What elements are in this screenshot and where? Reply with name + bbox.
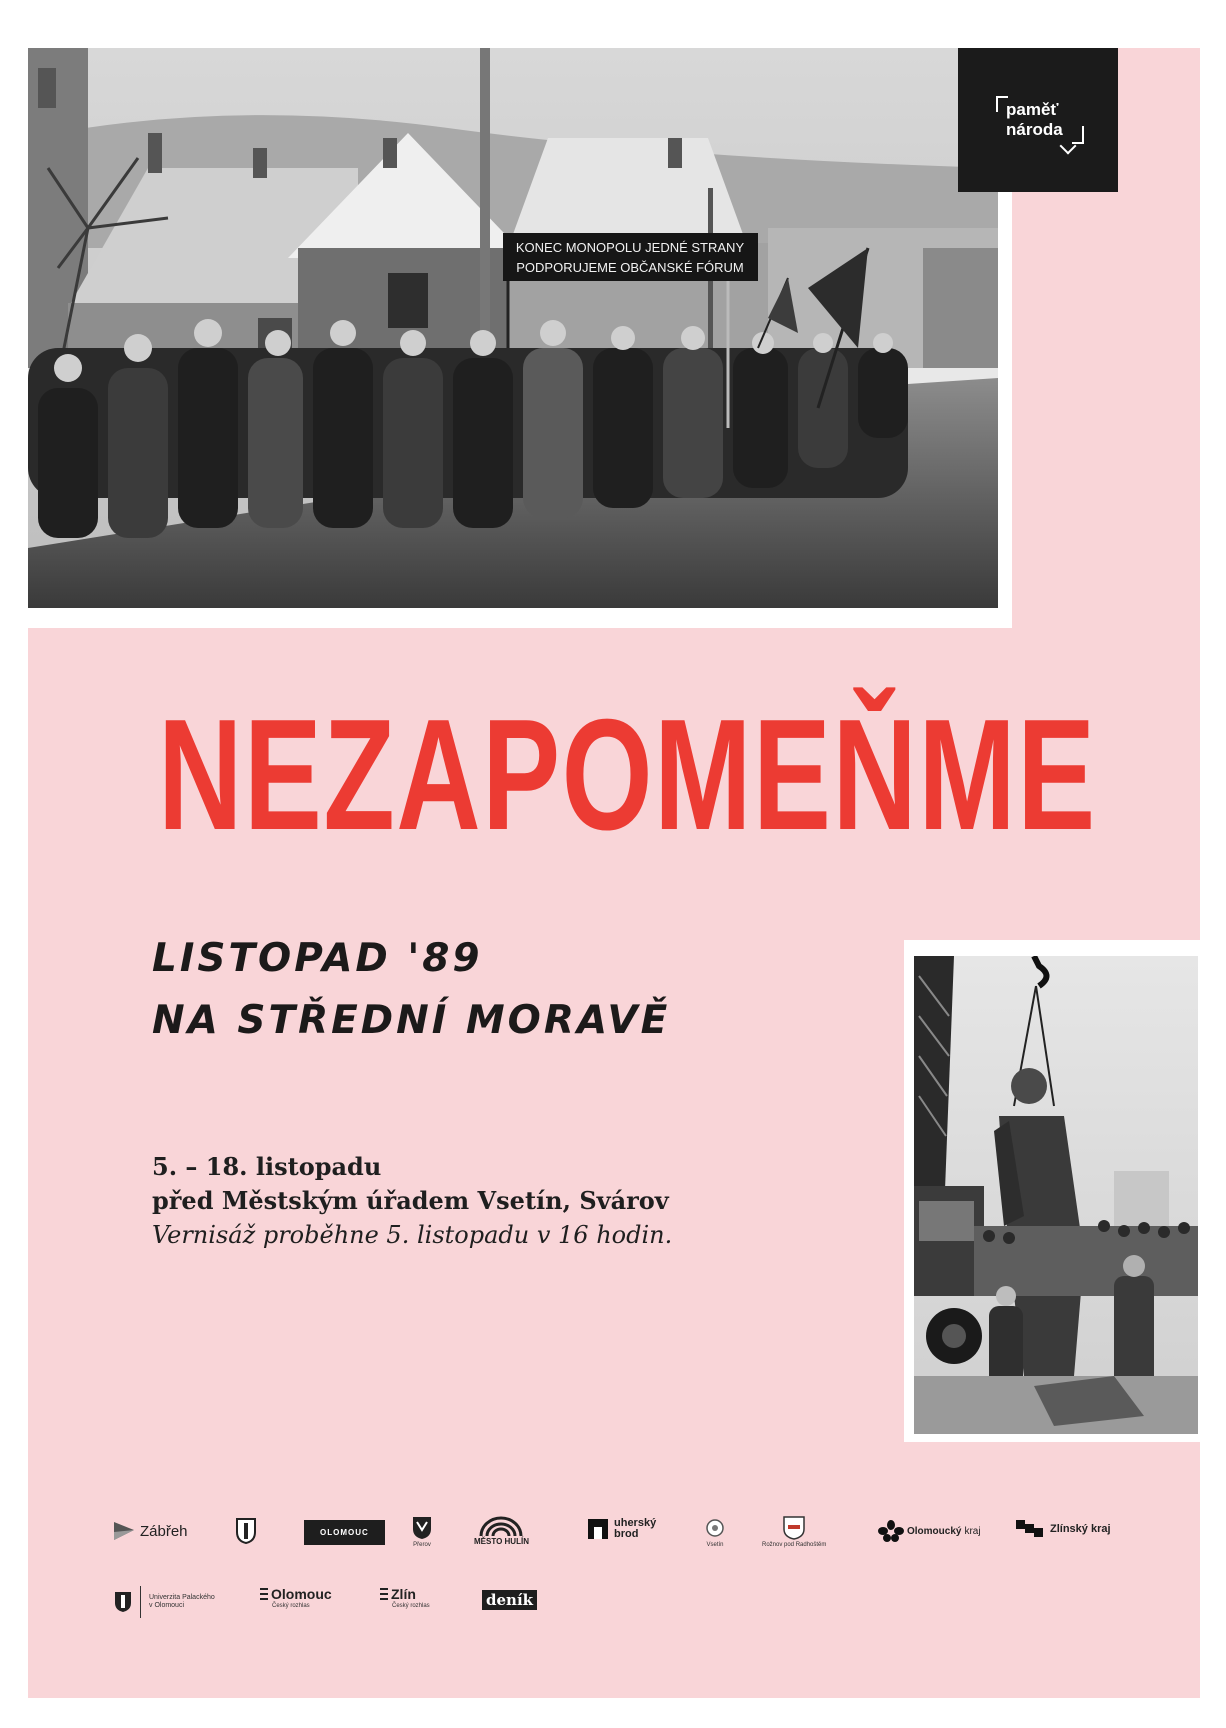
event-dates: 5. – 18. listopadu: [152, 1152, 382, 1181]
event-place: před Městským úřadem Vsetín, Svárov: [152, 1186, 669, 1215]
sponsor-cro-zlin-label: Zlín: [391, 1586, 416, 1602]
sponsor-upol-label: Univerzita Palackého v Olomouci: [149, 1594, 215, 1609]
sponsor-roznov[interactable]: [762, 1516, 826, 1549]
event-info: [152, 1150, 852, 1252]
roznov-crest-icon: [783, 1516, 805, 1540]
upol-crest-icon: [114, 1591, 132, 1613]
sponsor-roznov-label: Rožnov pod Radhoštěm: [762, 1542, 827, 1548]
pamet-naroda-logo[interactable]: [958, 48, 1118, 192]
sponsor-zlinsky-kraj-label: Zlínský kraj: [1050, 1523, 1111, 1535]
sponsor-cro-olomouc[interactable]: [260, 1586, 332, 1610]
sponsor-vsetin-label: Vsetín: [706, 1542, 724, 1548]
sponsor-prerov[interactable]: [412, 1516, 432, 1549]
vsetin-crest-icon: [706, 1516, 724, 1540]
sponsor-denik[interactable]: [482, 1590, 537, 1610]
sponsor-cro-zlin[interactable]: [380, 1586, 430, 1610]
march-photo: [28, 48, 998, 608]
sponsor-olomoucky-kraj-label-b: kraj: [964, 1525, 981, 1537]
upol-divider: [140, 1586, 141, 1618]
sponsor-olomoucky-kraj-label-a: Olomoucký: [907, 1525, 962, 1537]
subtitle-line1: LISTOPAD '89: [152, 936, 483, 981]
cro-lines-icon: [380, 1588, 388, 1600]
sponsor-uhersky-brod[interactable]: [588, 1518, 656, 1540]
sponsor-uhersky-brod-label: uherský brod: [614, 1517, 657, 1540]
sponsor-hulin[interactable]: [474, 1516, 529, 1546]
olomoucky-kraj-flower-icon: [878, 1520, 904, 1542]
sponsor-olomouc-city[interactable]: [304, 1520, 385, 1545]
subtitle-line2: NA STŘEDNÍ MORAVĚ: [152, 998, 671, 1043]
sponsor-cro-olomouc-label: Olomouc: [271, 1586, 332, 1602]
sponsor-olomouc-city-label: OLOMOUC: [304, 1520, 385, 1545]
sponsor-zabreh[interactable]: [114, 1522, 188, 1540]
uhersky-brod-mark-icon: [588, 1519, 608, 1539]
sponsor-cro-olomouc-sub: Český rozhlas: [272, 1603, 310, 1609]
banner-line1: KONEC MONOPOLU JEDNÉ STRANY: [515, 240, 745, 255]
subtitle: [152, 928, 752, 1052]
sponsor-vsetin[interactable]: [706, 1516, 724, 1549]
event-vernissage: Vernisáž proběhne 5. listopadu v 16 hodin.: [152, 1221, 673, 1249]
sponsor-upol[interactable]: [114, 1586, 215, 1618]
sponsor-denik-label: deník: [482, 1590, 537, 1610]
city-crest-icon: [236, 1518, 256, 1544]
hulin-arch-icon: [477, 1516, 525, 1536]
prerov-crest-icon: [412, 1516, 432, 1540]
logo-text: paměť národa: [1006, 100, 1063, 139]
sponsor-crest-1[interactable]: [236, 1518, 256, 1544]
sponsor-zlinsky-kraj[interactable]: [1016, 1520, 1111, 1538]
sponsor-zabreh-label: Zábřeh: [140, 1522, 188, 1540]
logo-bracket-icon: [1072, 126, 1084, 144]
zabreh-emblem-icon: [114, 1522, 134, 1540]
statue-removal-photo: [914, 956, 1198, 1434]
zlinsky-kraj-mark-icon: [1016, 1520, 1046, 1538]
headline: NEZAPOMEŇME: [158, 687, 1097, 863]
banner-line2: PODPORUJEME OBČANSKÉ FÓRUM: [516, 260, 744, 275]
sponsor-hulin-label: MĚSTO HULÍN: [474, 1537, 529, 1546]
cro-lines-icon: [260, 1588, 268, 1600]
sponsor-cro-zlin-sub: Český rozhlas: [392, 1603, 430, 1609]
sponsor-prerov-label: Přerov: [413, 1542, 431, 1548]
sponsor-olomoucky-kraj[interactable]: [878, 1520, 981, 1542]
